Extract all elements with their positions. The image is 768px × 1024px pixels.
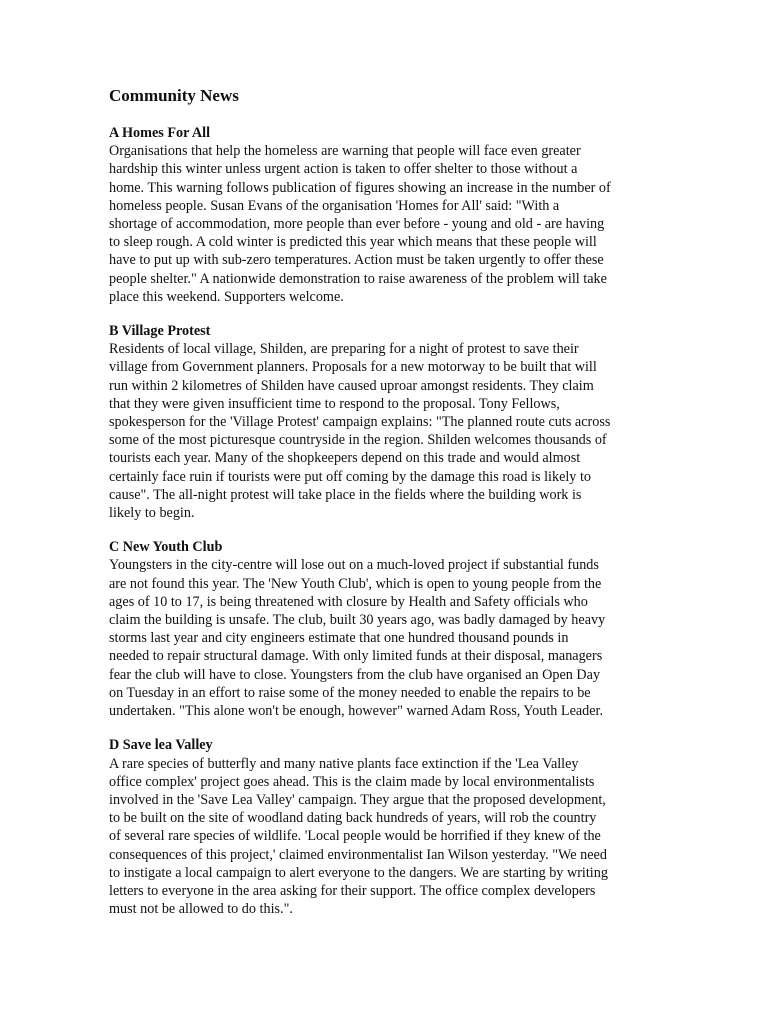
article-body-line: ages of 10 to 17, is being threatened with closure by Health and Safety officials who: [109, 593, 588, 610]
article-body-line: are not found this year. The 'New Youth Club', which is open to young people from the: [109, 575, 602, 592]
article-body-line: undertaken. "This alone won't be enough, however" warned Adam Ross, Youth Leader.: [109, 703, 604, 720]
article-body-line: to sleep rough. A cold winter is predicted this year which means that these people will: [109, 234, 597, 251]
document-title: Community News: [109, 86, 239, 105]
article-body-line: office complex' project goes ahead. This is the claim made by local environmentalists: [109, 773, 595, 790]
article-body-line: of several rare species of wildlife. 'Local people would be horrified if they knew of the: [109, 828, 601, 845]
article-save-lea-valley: [109, 736, 669, 918]
article-heading: B Village Protest: [109, 323, 211, 340]
article-body-line: involved in the 'Save Lea Valley' campaign. They argue that the proposed development,: [109, 791, 606, 808]
article-body-line: that they were given insufficient time to respond to the proposal. Tony Fellows,: [109, 395, 560, 412]
article-body-line: consequences of this project,' claimed environmentalist Ian Wilson yesterday. "We need: [109, 846, 607, 863]
article-body-line: Organisations that help the homeless are warning that people will face even greater: [109, 143, 581, 160]
article-body-line: fear the club will have to close. Youngsters from the club have organised an Open Day: [109, 666, 601, 683]
article-body-line: storms last year and city engineers estimate that one hundred thousand pounds in: [109, 630, 569, 647]
article-body: [109, 556, 669, 720]
article-body-line: home. This warning follows publication of figures showing an increase in the number of: [109, 179, 611, 196]
document-page: [109, 86, 669, 934]
article-body-line: on Tuesday in an effort to raise some of the money needed to enable the repairs to be: [109, 684, 591, 701]
article-heading: C New Youth Club: [109, 539, 223, 556]
article-body-line: must not be allowed to do this.".: [109, 901, 293, 918]
article-village-protest: [109, 322, 669, 522]
article-body-line: village from Government planners. Proposals for a new motorway to be built that will: [109, 359, 597, 376]
article-body-line: certainly face ruin if tourists were put off coming by the damage this road is likely to: [109, 468, 591, 485]
article-body-line: people shelter." A nationwide demonstration to raise awareness of the problem will take: [109, 270, 607, 287]
article-body: [109, 340, 669, 522]
article-body-line: spokesperson for the 'Village Protest' campaign explains: "The planned route cuts across: [109, 414, 611, 431]
article-new-youth-club: [109, 538, 669, 720]
article-body-line: to instigate a local campaign to alert everyone to the dangers. We are starting by writing: [109, 864, 608, 881]
article-body-line: likely to begin.: [109, 505, 195, 522]
article-body-line: claim the building is unsafe. The club, built 30 years ago, was badly damaged by heavy: [109, 612, 606, 629]
article-body-line: homeless people. Susan Evans of the organisation 'Homes for All' said: "With a: [109, 197, 560, 214]
article-body: [109, 755, 669, 919]
article-homes-for-all: [109, 124, 669, 306]
article-heading: A Homes For All: [109, 125, 211, 141]
article-body-line: Youngsters in the city-centre will lose out on a much-loved project if substantial funds: [109, 557, 599, 574]
article-body-line: to be built on the site of woodland dating back hundreds of years, will rob the country: [109, 810, 597, 827]
article-body-line: some of the most picturesque countryside in the region. Shilden welcomes thousands of: [109, 432, 607, 449]
article-body-line: Residents of local village, Shilden, are preparing for a night of protest to save their: [109, 341, 579, 358]
article-body-line: run within 2 kilometres of Shilden have caused uproar amongst residents. They claim: [109, 377, 594, 394]
article-body-line: tourists each year. Many of the shopkeepers depend on this trade and would almost: [109, 450, 581, 467]
article-list: [109, 124, 669, 918]
article-body: [109, 142, 669, 306]
article-body-line: place this weekend. Supporters welcome.: [109, 288, 344, 305]
article-body-line: hardship this winter unless urgent action is taken to offer shelter to those without a: [109, 161, 578, 178]
article-body-line: A rare species of butterfly and many native plants face extinction if the 'Lea Valley: [109, 755, 579, 772]
article-body-line: letters to everyone in the area asking for their support. The office complex developers: [109, 882, 596, 899]
article-heading: D Save lea Valley: [109, 737, 213, 754]
article-body-line: needed to repair structural damage. With only limited funds at their disposal, managers: [109, 648, 603, 665]
article-body-line: have to put up with sub-zero temperatures. Action must be taken urgently to offer these: [109, 252, 604, 269]
article-body-line: shortage of accommodation, more people than ever before - young and old - are having: [109, 216, 605, 233]
article-body-line: cause". The all-night protest will take place in the fields where the building work is: [109, 486, 582, 503]
